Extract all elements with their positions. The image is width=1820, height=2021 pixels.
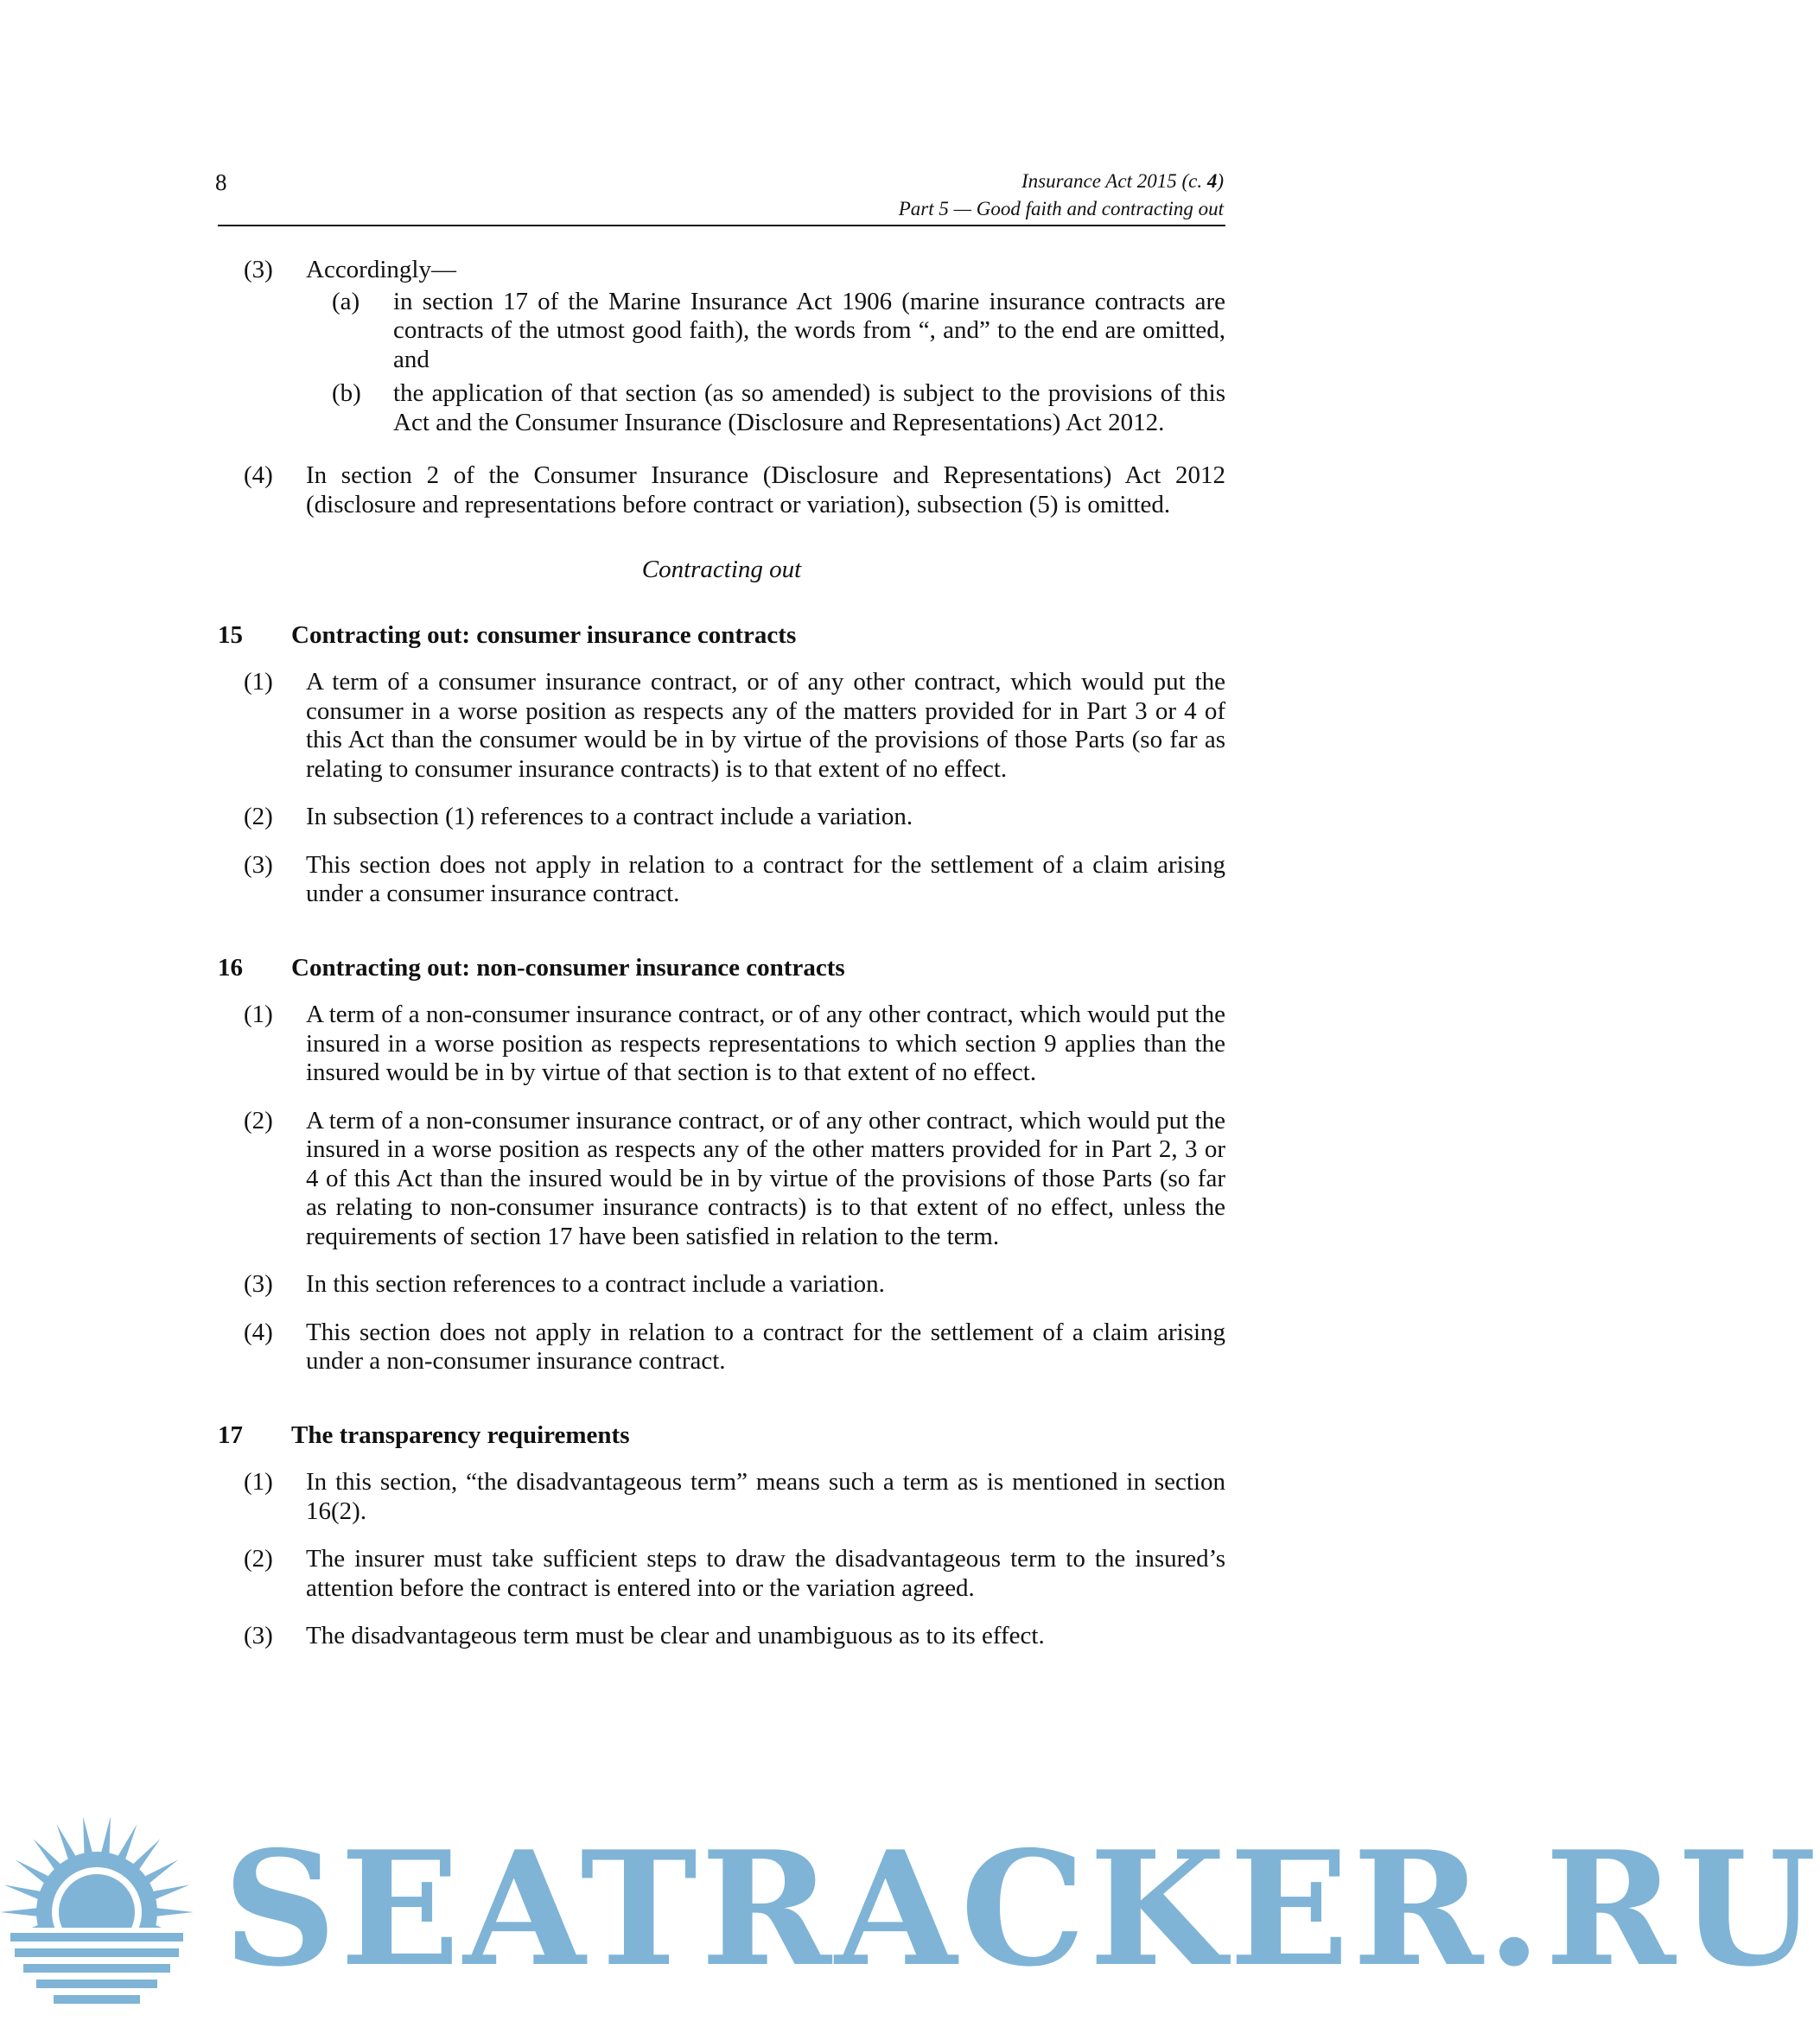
subsection-number: (3) [244, 256, 273, 283]
section-15 [218, 621, 1225, 909]
sun-icon [0, 1816, 194, 2021]
subsection-text: In subsection (1) references to a contract include a variation. [306, 803, 913, 830]
document-body [218, 256, 1225, 1670]
subsection-text: In this section, “the disadvantageous term” means such a term as is mentioned in section 16(2). [306, 1468, 1225, 1525]
act-title-close: ) [1217, 170, 1224, 192]
subsection [218, 1001, 1225, 1088]
paragraph-number: (a) [332, 287, 360, 315]
subsection-text: In section 2 of the Consumer Insurance (Disclosure and Representations) Act 2012 (disclosure and representations before contract or variation), subsection (5) is omitted. [306, 461, 1225, 518]
subsection [218, 803, 1225, 832]
subsection-number: (3) [244, 1270, 273, 1298]
subsection-number: (4) [244, 461, 273, 489]
subsection-text: This section does not apply in relation to a contract for the settlement of a claim arising under a non-consumer insurance contract. [306, 1318, 1225, 1375]
subsection-number: (2) [244, 1545, 273, 1573]
section-title: Contracting out: non-consumer insurance contracts [291, 953, 845, 982]
subsection-number: (2) [244, 803, 273, 830]
paragraph-text: in section 17 of the Marine Insurance Act 1906 (marine insurance contracts are contracts of the utmost good faith), the words from “, and” to the end are omitted, and [393, 287, 1225, 373]
subsection-number: (2) [244, 1106, 273, 1134]
paragraph [306, 288, 1225, 375]
section-heading [218, 1421, 1225, 1451]
watermark-text: SEATRACKER.RU [223, 1816, 1820, 2001]
subsection-text: In this section references to a contract include a variation. [306, 1270, 885, 1298]
subsection-number: (3) [244, 1622, 273, 1649]
subsection [218, 668, 1225, 784]
subsection-text: The disadvantageous term must be clear and unambiguous as to its effect. [306, 1622, 1045, 1649]
subsection [218, 1107, 1225, 1252]
subsection-number: (3) [244, 850, 273, 879]
subsection [218, 1545, 1225, 1603]
header-rule [218, 225, 1225, 226]
act-title-line [899, 168, 1224, 195]
subsection-body [306, 256, 1225, 442]
section-17 [218, 1421, 1225, 1651]
subsection-number: (4) [244, 1318, 273, 1346]
subsection-text: A term of a non-consumer insurance contract, or of any other contract, which would put the insured in a worse position as respects representations to which section 9 applies than the insured would be in by virtue of that section is to that extent of no effect. [306, 1001, 1225, 1086]
section-heading [218, 621, 1225, 651]
subsection-intro: Accordingly— [306, 256, 456, 283]
section-number: 16 [218, 953, 243, 982]
subsection-text: A term of a consumer insurance contract, or of any other contract, which would put the consumer in a worse position as respects any of the matters provided for in Part 3 or 4 of this Act than the consumer would be in by virtue of the provisions of those Parts (so far as relating to consumer insurance contracts) is to that extent of no effect. [306, 668, 1225, 783]
subsection-number: (1) [244, 1468, 273, 1496]
crossheading: Contracting out [641, 556, 802, 583]
section-gap [218, 928, 1225, 954]
part-line: Part 5 — Good faith and contracting out [898, 198, 1224, 219]
section-title: Contracting out: consumer insurance contracts [291, 620, 797, 649]
subsection [218, 1468, 1225, 1526]
chapter-number: 4 [1206, 170, 1218, 192]
paragraph-text: the application of that section (as so amended) is subject to the provisions of this Act and the Consumer Insurance (Disclosure and Representations) Act 2012. [393, 379, 1225, 436]
subsection-text: This section does not apply in relation to a contract for the settlement of a claim arising under a consumer insurance contract. [306, 850, 1225, 907]
subsection [218, 1319, 1225, 1376]
section-heading [218, 954, 1225, 983]
section-number: 15 [218, 620, 243, 649]
section-16 [218, 954, 1225, 1376]
section-title: The transparency requirements [291, 1420, 630, 1449]
subsection-text: The insurer must take sufficient steps to draw the disadvantageous term to the insured’s attention before the contract is entered into or the variation agreed. [306, 1545, 1225, 1602]
subsection-text: A term of a non-consumer insurance contract, or of any other contract, which would put the insured in a worse position as respects any of the other matters provided for in Part 2, 3 or 4 of this Act than the insured would be in by virtue of the provisions of those Parts (so far as relating to non-consumer insurance contracts) is to that extent of no effect, unless the requirements of section 17 have been satisfied in relation to the term. [306, 1106, 1225, 1250]
subsection [218, 256, 1225, 442]
subsection [218, 1622, 1225, 1651]
subsection [218, 1270, 1225, 1300]
subsection [218, 851, 1225, 909]
page-number: 8 [215, 169, 227, 195]
subsection-number: (1) [244, 1001, 273, 1028]
section-gap [218, 1395, 1225, 1421]
subsection [218, 461, 1225, 519]
paragraph-number: (b) [332, 379, 361, 407]
act-title: Insurance Act 2015 (c. [1021, 170, 1207, 192]
paragraph [306, 379, 1225, 437]
section-number: 17 [218, 1420, 243, 1449]
running-head [899, 168, 1224, 223]
subsection-number: (1) [244, 668, 273, 696]
